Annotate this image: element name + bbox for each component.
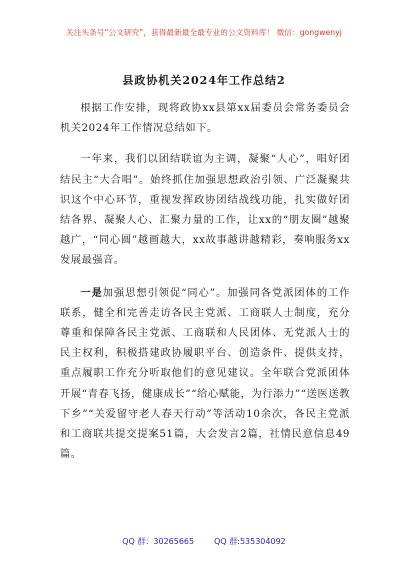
document-title: 县政协机关2024年工作总结2 <box>122 74 286 87</box>
paragraph-text: 加强思想引领促“同心”。加强同各党派团体的工作联系，健全和完善走访各民主党派、工商联人士制度，充分尊重和保障各民主党派、工商联和人民团体、无党派人士的民主权利，积极搭建政协履职平台、创造条件、提供支持，重点履职工作充分听取他们的意见建议。全年联合党派团体开展“青春飞扬，健康成长”“给心赋能，为行添力”“送医送教下乡”“关爱留守老人春天行动”等活动10余次，各民主党派和工商联共提交提案51篇，大会发言2篇，社情民意信息49篇。 <box>60 287 351 461</box>
paragraph-text: 一年来，我们以团结联谊为主调，凝聚“人心”，唱好团结民主“大合唱”。始终抓住加强思想政治引领、广泛凝聚共识这个中心环节，重视发挥政协团结战线功能，扎实做好团结各界、凝聚人心、汇聚力量的工作，让xx的“朋友圈”越聚越广，“同心圆”越画越大，xx故事越讲越精彩，奏响服务xx发展最强音。 <box>60 154 350 267</box>
header-banner: 关注头条号“公文研究”，获得最新最全最专业的公文资料库！ 微信：gongwenyj <box>66 28 342 37</box>
paragraph-text: 根据工作安排，现将政协xx县第xx届委员会常务委员会机关2024年工作情况总结如下。 <box>60 103 350 135</box>
document-body <box>60 99 350 476</box>
paragraph-point-one <box>60 283 350 466</box>
footer-contact <box>0 536 408 547</box>
footer-qq-group-1: QQ 群：30265665 <box>122 537 195 546</box>
paragraph-lead: 一是 <box>80 286 103 299</box>
paragraph-intro <box>60 99 350 139</box>
paragraph-overview <box>60 150 350 271</box>
footer-qq-group-2: QQ 群:535304092 <box>214 537 286 546</box>
